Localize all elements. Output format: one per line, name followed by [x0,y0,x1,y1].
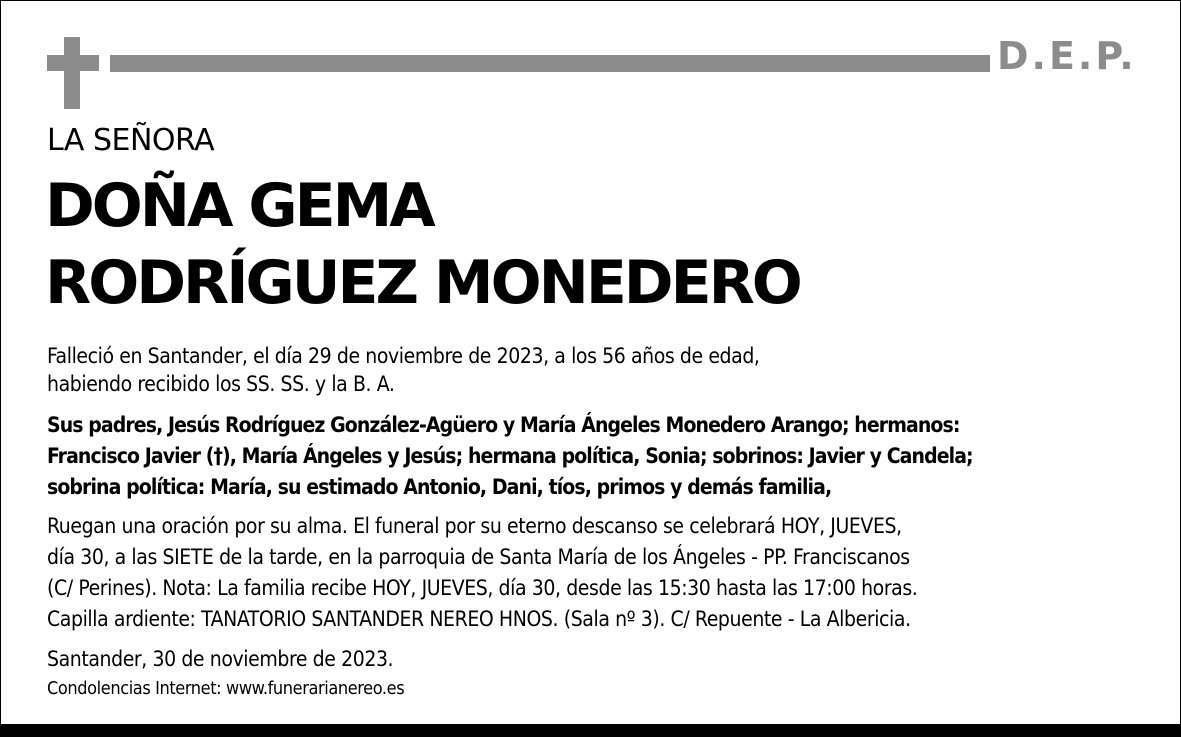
header-rule [110,55,990,72]
funeral-line4: Capilla ardiente: TANATORIO SANTANDER NEREO HNOS. (Sala nº 3). C/ Repuente - La Albericia. [47,607,911,631]
condolences-website[interactable]: Condolencias Internet: www.funerarianereo.es [47,678,405,699]
funeral-line3: (C/ Perines). Nota: La familia recibe HOY, JUEVES, día 30, desde las 15:30 hasta las 17:00 horas. [47,576,918,600]
funeral-line2: día 30, a las SIETE de la tarde, en la parroquia de Santa María de los Ángeles - PP. Franciscanos [47,545,910,569]
funeral-line1: Ruegan una oración por su alma. El funeral por su eterno descanso se celebrará HOY, JUEVES, [47,514,902,538]
family-line3: sobrina política: María, su estimado Antonio, Dani, tíos, primos y demás familia, [47,475,832,499]
deceased-name-line2: RODRÍGUEZ MONEDERO [45,248,800,318]
death-notice-line2: habiendo recibido los SS. SS. y la B. A. [47,372,395,396]
place-date: Santander, 30 de noviembre de 2023. [47,647,394,671]
dep-label: D.E.P. [997,34,1137,78]
death-notice-line1: Falleció en Santander, el día 29 de noviembre de 2023, a los 56 años de edad, [47,344,760,368]
honorific: LA SEÑORA [47,123,215,158]
bottom-border [0,724,1181,737]
deceased-name-line1: DOÑA GEMA [45,171,433,241]
cross-icon [47,37,99,109]
family-line2: Francisco Javier (†), María Ángeles y Jesús; hermana política, Sonia; sobrinos: Javier y Candela; [47,444,973,468]
family-line1: Sus padres, Jesús Rodríguez González-Agüero y María Ángeles Monedero Arango; hermanos: [47,413,960,437]
